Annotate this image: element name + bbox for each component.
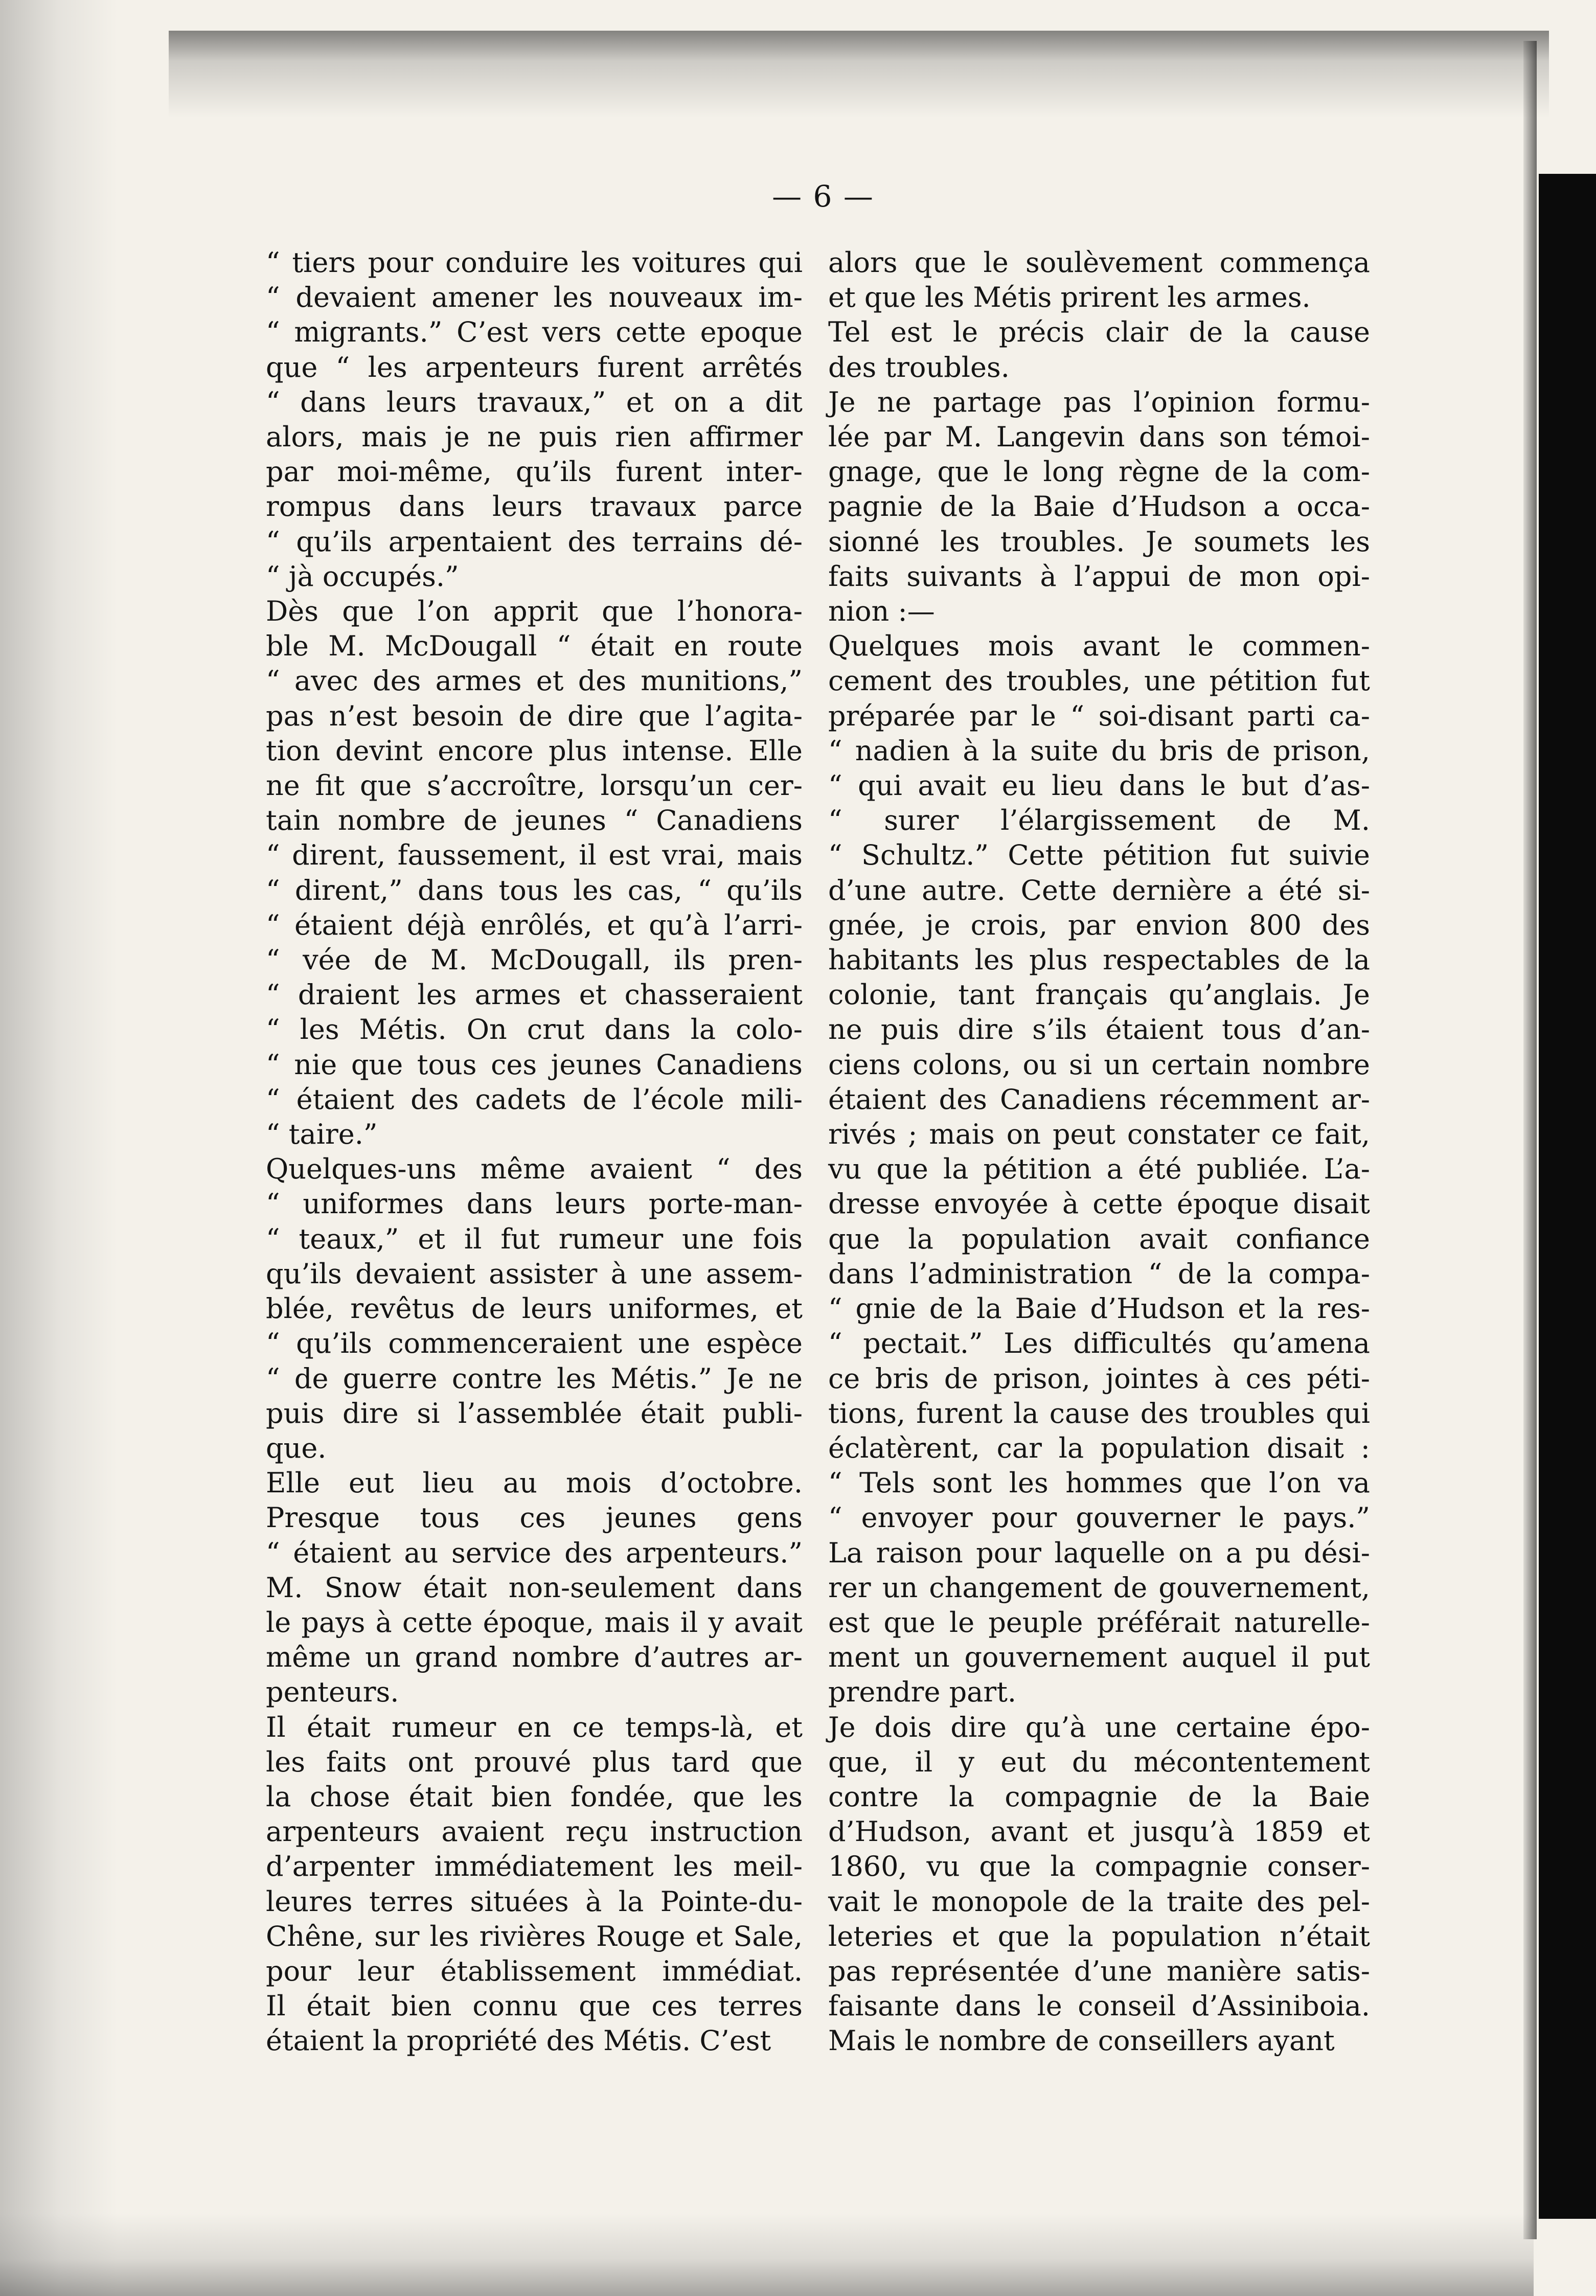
text-line: faits suivants à l’appui de mon opi-	[828, 560, 1370, 593]
text-line: “ dirent, faussement, il est vrai, mais	[266, 839, 803, 872]
text-line: “ surer l’élargissement de M.	[828, 804, 1370, 837]
text-line: blée, revêtus de leurs uniformes, et	[266, 1292, 803, 1325]
text-line: rompus dans leurs travaux parce	[266, 490, 803, 523]
text-line: M. Snow était non-seulement dans	[266, 1571, 803, 1604]
text-line: étaient des Canadiens récemment ar-	[828, 1083, 1370, 1116]
text-line: préparée par le “ soi-disant parti ca-	[828, 699, 1370, 732]
text-line: ment un gouvernement auquel il put	[828, 1641, 1370, 1674]
text-line: Presque tous ces jeunes gens	[266, 1502, 803, 1534]
text-line: “ pectait.” Les difficultés qu’amena	[828, 1327, 1370, 1360]
text-line: nion :—	[828, 595, 935, 628]
scan-top-edge	[169, 31, 1549, 118]
text-line: que, il y eut du mécontentement	[828, 1745, 1370, 1778]
text-line: que “ les arpenteurs furent arrêtés	[266, 351, 803, 383]
text-line: “ gnie de la Baie d’Hudson et la res-	[828, 1292, 1370, 1325]
text-line: d’Hudson, avant et jusqu’à 1859 et	[828, 1815, 1370, 1848]
text-line: “ dirent,” dans tous les cas, “ qu’ils	[266, 874, 803, 906]
text-line: que la population avait confiance	[828, 1222, 1370, 1255]
text-line: “ migrants.” C’est vers cette epoque	[266, 316, 803, 349]
text-line: arpenteurs avaient reçu instruction	[266, 1815, 803, 1848]
text-line: le pays à cette époque, mais il y avait	[266, 1606, 803, 1639]
text-line: dans l’administration “ de la compa-	[828, 1257, 1370, 1290]
text-line: La raison pour laquelle on a pu dési-	[828, 1536, 1370, 1569]
text-line: ne puis dire s’ils étaient tous d’an-	[828, 1013, 1370, 1046]
text-line: par moi-même, qu’ils furent inter-	[266, 456, 803, 488]
text-line: “ Tels sont les hommes que l’on va	[828, 1467, 1370, 1499]
page-number: — 6 —	[772, 179, 874, 214]
text-line: “ dans leurs travaux,” et on a dit	[266, 385, 803, 418]
text-line: tions, furent la cause des troubles qui	[828, 1397, 1370, 1429]
text-line: gnée, je crois, par envion 800 des	[828, 908, 1370, 941]
text-line: alors, mais je ne puis rien affirmer	[266, 421, 803, 453]
text-line: “ nie que tous ces jeunes Canadiens	[266, 1048, 803, 1081]
text-line: “ tiers pour conduire les voitures qui	[266, 246, 803, 279]
text-line: puis dire si l’assemblée était publi-	[266, 1397, 803, 1429]
text-line: 1860, vu que la compagnie conser-	[828, 1850, 1370, 1883]
text-line: des troubles.	[828, 351, 1010, 383]
text-line: “ teaux,” et il fut rumeur une fois	[266, 1222, 803, 1255]
text-line: vait le monopole de la traite des pel-	[828, 1885, 1370, 1918]
text-line: Quelques mois avant le commen-	[828, 630, 1370, 663]
text-line: colonie, tant français qu’anglais. Je	[828, 979, 1370, 1011]
text-line: “ vée de M. McDougall, ils pren-	[266, 944, 803, 976]
text-line: “ devaient amener les nouveaux im-	[266, 281, 803, 314]
scan-binding-shadow	[1523, 41, 1537, 2239]
scan-left-edge	[0, 0, 118, 2296]
text-line: éclatèrent, car la population disait :	[828, 1431, 1370, 1464]
text-line: cement des troubles, une pétition fut	[828, 665, 1370, 697]
text-line: tion devint encore plus intense. Elle	[266, 734, 803, 767]
text-line: ciens colons, ou si un certain nombre	[828, 1048, 1370, 1081]
text-line: d’une autre. Cette dernière a été si-	[828, 874, 1370, 906]
text-line: étaient la propriété des Métis. C’est	[266, 2025, 771, 2057]
text-line: Je dois dire qu’à une certaine épo-	[828, 1711, 1370, 1743]
text-line: Elle eut lieu au mois d’octobre.	[266, 1467, 803, 1499]
text-line: “ étaient au service des arpenteurs.”	[266, 1536, 803, 1569]
text-line: leteries et que la population n’était	[828, 1920, 1370, 1952]
text-line: ne fit que s’accroître, lorsqu’un cer-	[266, 769, 803, 802]
text-line: sionné les troubles. Je soumets les	[828, 525, 1370, 558]
text-line: prendre part.	[828, 1676, 1017, 1709]
text-line: qu’ils devaient assister à une assem-	[266, 1257, 803, 1290]
text-line: “ taire.”	[266, 1118, 378, 1151]
text-line: Il était bien connu que ces terres	[266, 1990, 803, 2022]
text-line: la chose était bien fondée, que les	[266, 1780, 803, 1813]
text-line: “ envoyer pour gouverner le pays.”	[828, 1502, 1370, 1534]
text-line: rivés ; mais on peut constater ce fait,	[828, 1118, 1370, 1151]
text-line: Mais le nombre de conseillers ayant	[828, 2025, 1335, 2057]
text-line: tain nombre de jeunes “ Canadiens	[266, 804, 803, 837]
text-line: “ étaient déjà enrôlés, et qu’à l’arri-	[266, 908, 803, 941]
text-line: rer un changement de gouvernement,	[828, 1571, 1370, 1604]
text-line: “ Schultz.” Cette pétition fut suivie	[828, 839, 1370, 872]
text-line: ce bris de prison, jointes à ces péti-	[828, 1362, 1370, 1395]
text-line: contre la compagnie de la Baie	[828, 1780, 1370, 1813]
text-line: est que le peuple préférait naturelle-	[828, 1606, 1370, 1639]
text-line: Chêne, sur les rivières Rouge et Sale,	[266, 1920, 803, 1952]
text-line: “ uniformes dans leurs porte-man-	[266, 1188, 803, 1220]
text-line: que.	[266, 1431, 327, 1464]
text-line: les faits ont prouvé plus tard que	[266, 1745, 803, 1778]
text-line: lée par M. Langevin dans son témoi-	[828, 421, 1370, 453]
text-line: Quelques-uns même avaient “ des	[266, 1153, 803, 1186]
text-line: “ nadien à la suite du bris de prison,	[828, 734, 1370, 767]
text-line: “ qu’ils commenceraient une espèce	[266, 1327, 803, 1360]
text-line: “ de guerre contre les Métis.” Je ne	[266, 1362, 803, 1395]
text-line: “ qu’ils arpentaient des terrains dé-	[266, 525, 803, 558]
text-line: “ les Métis. On crut dans la colo-	[266, 1013, 803, 1046]
text-line: Il était rumeur en ce temps-là, et	[266, 1711, 803, 1743]
text-line: “ qui avait eu lieu dans le but d’as-	[828, 769, 1370, 802]
text-line: Tel est le précis clair de la cause	[828, 316, 1370, 349]
right-text-column	[828, 245, 1370, 2059]
left-text-column	[266, 245, 803, 2059]
text-line: vu que la pétition a été publiée. L’a-	[828, 1153, 1370, 1186]
scan-right-black-margin	[1539, 174, 1596, 2219]
text-line: Je ne partage pas l’opinion formu-	[828, 385, 1370, 418]
text-line: ble M. McDougall “ était en route	[266, 630, 803, 663]
text-line: pas représentée d’une manière satis-	[828, 1954, 1370, 1987]
scan-bottom-edge	[0, 2214, 1534, 2296]
text-line: Dès que l’on apprit que l’honora-	[266, 595, 803, 628]
text-line: pour leur établissement immédiat.	[266, 1954, 803, 1987]
text-line: “ jà occupés.”	[266, 560, 459, 593]
text-line: penteurs.	[266, 1676, 399, 1709]
text-line: même un grand nombre d’autres ar-	[266, 1641, 803, 1674]
text-line: “ draient les armes et chasseraient	[266, 979, 803, 1011]
text-line: alors que le soulèvement commença	[828, 246, 1370, 279]
text-line: “ étaient des cadets de l’école mili-	[266, 1083, 803, 1116]
text-line: gnage, que le long règne de la com-	[828, 456, 1370, 488]
text-line: faisante dans le conseil d’Assiniboia.	[828, 1990, 1370, 2022]
text-line: “ avec des armes et des munitions,”	[266, 665, 803, 697]
text-line: pagnie de la Baie d’Hudson a occa-	[828, 490, 1370, 523]
text-line: habitants les plus respectables de la	[828, 944, 1370, 976]
text-line: leures terres situées à la Pointe-du-	[266, 1885, 803, 1918]
text-line: et que les Métis prirent les armes.	[828, 281, 1311, 314]
text-line: d’arpenter immédiatement les meil-	[266, 1850, 803, 1883]
text-line: pas n’est besoin de dire que l’agita-	[266, 699, 803, 732]
text-line: dresse envoyée à cette époque disait	[828, 1188, 1370, 1220]
